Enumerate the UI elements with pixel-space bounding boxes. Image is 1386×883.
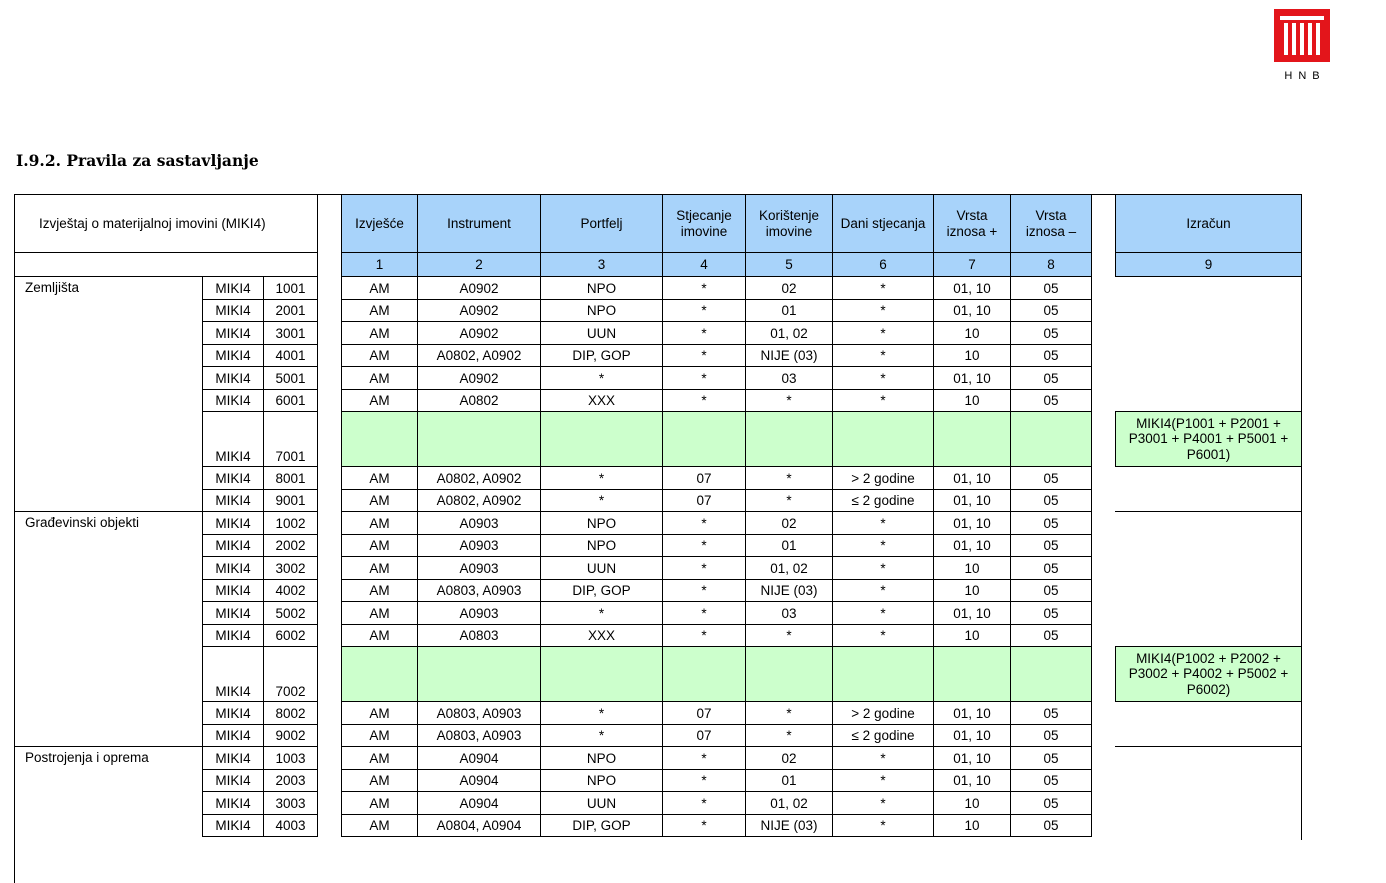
cell-1002-1: AM [341,511,418,535]
column-header-8: Vrsta iznosa – [1010,194,1092,253]
row-code-4003: 4003 [263,814,318,837]
cell-9002-6: ≤ 2 godine [832,724,934,747]
cell-6002-2: A0803 [417,624,541,647]
table-top-border [14,194,1302,195]
cell-9001-7: 01, 10 [933,489,1011,512]
row-form-2003: MIKI4 [202,769,264,792]
cell-6001-7: 10 [933,389,1011,412]
column-header-calc: Izračun [1115,194,1302,253]
row-code-9002: 9002 [263,724,318,747]
cell-2003-2: A0904 [417,769,541,792]
cell-8001-6: > 2 godine [832,466,934,490]
row-form-6002: MIKI4 [202,624,264,647]
cell-9002-3: * [540,724,663,747]
cell-5002-3: * [540,601,663,625]
cell-3001-6: * [832,321,934,345]
cell-9002-8: 05 [1010,724,1092,747]
cell-4001-6: * [832,344,934,367]
row-code-2002: 2002 [263,534,318,557]
cell-2003-1: AM [341,769,418,792]
cell-1003-5: 02 [745,746,833,770]
calc-fill-7001-5 [745,411,833,467]
row-code-8001: 8001 [263,466,318,490]
calc-fill-7002-4 [662,646,746,702]
cell-1001-8: 05 [1010,276,1092,300]
cell-1003-1: AM [341,746,418,770]
row-code-7002: 7002 [263,646,318,702]
cell-6002-5: * [745,624,833,647]
cell-1003-4: * [662,746,746,770]
cell-3002-5: 01, 02 [745,556,833,580]
cell-4003-1: AM [341,814,418,837]
calc-fill-7001-7 [933,411,1011,467]
row-form-7002: MIKI4 [202,646,264,702]
row-form-9002: MIKI4 [202,724,264,747]
cell-1001-5: 02 [745,276,833,300]
cell-3002-4: * [662,556,746,580]
row-code-7001: 7001 [263,411,318,467]
column-number-calc: 9 [1115,252,1302,277]
hnb-logo-text: HNB [1284,70,1326,82]
column-header-2: Instrument [417,194,541,253]
cell-1002-2: A0903 [417,511,541,535]
row-code-3002: 3002 [263,556,318,580]
cell-5002-5: 03 [745,601,833,625]
cell-9001-2: A0802, A0902 [417,489,541,512]
calc-group-separator-1 [1115,511,1302,512]
row-code-2003: 2003 [263,769,318,792]
cell-1002-3: NPO [540,511,663,535]
cell-8001-7: 01, 10 [933,466,1011,490]
row-form-5002: MIKI4 [202,601,264,625]
cell-8002-8: 05 [1010,701,1092,725]
cell-5001-3: * [540,366,663,390]
calc-fill-7002-8 [1010,646,1092,702]
cell-3002-2: A0903 [417,556,541,580]
cell-6001-6: * [832,389,934,412]
cell-6001-1: AM [341,389,418,412]
report-label-cell: Izvještaj o materijalnoj imovini (MIKI4) [14,194,318,253]
page-title: I.9.2. Pravila za sastavljanje [16,151,259,170]
calc-fill-7001-8 [1010,411,1092,467]
cell-3003-2: A0904 [417,791,541,815]
cell-2003-5: 01 [745,769,833,792]
cell-4002-2: A0803, A0903 [417,579,541,602]
cell-5001-2: A0902 [417,366,541,390]
column-header-6: Dani stjecanja [832,194,934,253]
cell-3003-6: * [832,791,934,815]
cell-8001-2: A0802, A0902 [417,466,541,490]
cell-3001-3: UUN [540,321,663,345]
cell-4001-1: AM [341,344,418,367]
cell-1002-4: * [662,511,746,535]
cell-9001-8: 05 [1010,489,1092,512]
cell-3003-5: 01, 02 [745,791,833,815]
column-header-1: Izvješće [341,194,418,253]
cell-8002-4: 07 [662,701,746,725]
cell-6002-7: 10 [933,624,1011,647]
cell-9002-7: 01, 10 [933,724,1011,747]
cell-2001-1: AM [341,299,418,322]
cell-3002-8: 05 [1010,556,1092,580]
cell-8001-4: 07 [662,466,746,490]
cell-2002-7: 01, 10 [933,534,1011,557]
cell-1002-6: * [832,511,934,535]
cell-6002-6: * [832,624,934,647]
calc-fill-7001-6 [832,411,934,467]
cell-6001-3: XXX [540,389,663,412]
row-code-1003: 1003 [263,746,318,770]
cell-8001-1: AM [341,466,418,490]
cell-9002-4: 07 [662,724,746,747]
cell-2003-6: * [832,769,934,792]
cell-5002-8: 05 [1010,601,1092,625]
cell-2001-4: * [662,299,746,322]
cell-4001-8: 05 [1010,344,1092,367]
cell-6001-4: * [662,389,746,412]
cell-8002-6: > 2 godine [832,701,934,725]
cell-3002-7: 10 [933,556,1011,580]
row-form-6001: MIKI4 [202,389,264,412]
cell-2001-5: 01 [745,299,833,322]
cell-9002-2: A0803, A0903 [417,724,541,747]
row-code-2001: 2001 [263,299,318,322]
cell-4001-7: 10 [933,344,1011,367]
cell-1002-7: 01, 10 [933,511,1011,535]
cell-5002-4: * [662,601,746,625]
cell-9002-5: * [745,724,833,747]
cell-9001-3: * [540,489,663,512]
cell-5002-2: A0903 [417,601,541,625]
cell-8002-2: A0803, A0903 [417,701,541,725]
row-code-4001: 4001 [263,344,318,367]
cell-5002-7: 01, 10 [933,601,1011,625]
cell-3001-1: AM [341,321,418,345]
cell-1003-6: * [832,746,934,770]
cell-1003-3: NPO [540,746,663,770]
cell-5001-6: * [832,366,934,390]
cell-4003-7: 10 [933,814,1011,837]
calc-column-right-border [1301,276,1302,840]
calc-fill-7001-2 [417,411,541,467]
cell-9002-1: AM [341,724,418,747]
row-form-1003: MIKI4 [202,746,264,770]
row-form-3001: MIKI4 [202,321,264,345]
cell-8001-5: * [745,466,833,490]
cell-5002-6: * [832,601,934,625]
row-form-5001: MIKI4 [202,366,264,390]
cell-3003-4: * [662,791,746,815]
row-form-1002: MIKI4 [202,511,264,535]
cell-8002-3: * [540,701,663,725]
calc-fill-7002-2 [417,646,541,702]
calc-fill-7001-1 [341,411,418,467]
cell-6001-2: A0802 [417,389,541,412]
group-label-3: Postrojenja i oprema [14,746,203,883]
cell-3003-3: UUN [540,791,663,815]
calc-column-top-border [1115,276,1302,277]
cell-6002-1: AM [341,624,418,647]
cell-4002-6: * [832,579,934,602]
table-left-border [14,194,15,873]
column-header-3: Portfelj [540,194,663,253]
cell-2003-4: * [662,769,746,792]
cell-5001-7: 01, 10 [933,366,1011,390]
row-form-4003: MIKI4 [202,814,264,837]
row-form-7001: MIKI4 [202,411,264,467]
calc-fill-7002-7 [933,646,1011,702]
row-form-1001: MIKI4 [202,276,264,300]
calc-formula-7002: MIKI4(P1002 + P2002 + P3002 + P4002 + P5002 + P6002) [1115,646,1302,702]
cell-4002-7: 10 [933,579,1011,602]
cell-2002-1: AM [341,534,418,557]
table-right-border [1301,194,1302,276]
cell-4001-4: * [662,344,746,367]
column-number-1: 1 [341,252,418,277]
cell-9001-4: 07 [662,489,746,512]
row-form-3003: MIKI4 [202,791,264,815]
cell-4002-1: AM [341,579,418,602]
calc-fill-7002-3 [540,646,663,702]
column-number-2: 2 [417,252,541,277]
column-number-8: 8 [1010,252,1092,277]
cell-3001-4: * [662,321,746,345]
cell-4001-3: DIP, GOP [540,344,663,367]
cell-1001-1: AM [341,276,418,300]
cell-1001-4: * [662,276,746,300]
column-number-6: 6 [832,252,934,277]
cell-1002-5: 02 [745,511,833,535]
cell-3001-5: 01, 02 [745,321,833,345]
cell-5002-1: AM [341,601,418,625]
cell-3003-8: 05 [1010,791,1092,815]
row-code-6002: 6002 [263,624,318,647]
column-number-3: 3 [540,252,663,277]
cell-4002-8: 05 [1010,579,1092,602]
cell-1002-8: 05 [1010,511,1092,535]
cell-3002-6: * [832,556,934,580]
calc-group-separator-2 [1115,746,1302,747]
cell-8002-1: AM [341,701,418,725]
column-header-4: Stjecanje imovine [662,194,746,253]
column-number-7: 7 [933,252,1011,277]
header-spacer-cell [14,252,318,277]
row-code-3003: 3003 [263,791,318,815]
cell-2002-3: NPO [540,534,663,557]
row-code-1001: 1001 [263,276,318,300]
cell-6002-4: * [662,624,746,647]
cell-2002-5: 01 [745,534,833,557]
cell-4002-3: DIP, GOP [540,579,663,602]
cell-9001-5: * [745,489,833,512]
calc-fill-7001-4 [662,411,746,467]
row-code-6001: 6001 [263,389,318,412]
cell-3002-3: UUN [540,556,663,580]
row-form-4002: MIKI4 [202,579,264,602]
column-number-4: 4 [662,252,746,277]
cell-3001-8: 05 [1010,321,1092,345]
cell-2001-3: NPO [540,299,663,322]
cell-2003-3: NPO [540,769,663,792]
row-form-3002: MIKI4 [202,556,264,580]
cell-4001-2: A0802, A0902 [417,344,541,367]
cell-2001-7: 01, 10 [933,299,1011,322]
cell-9001-1: AM [341,489,418,512]
row-form-8002: MIKI4 [202,701,264,725]
column-header-7: Vrsta iznosa + [933,194,1011,253]
row-code-5001: 5001 [263,366,318,390]
row-code-8002: 8002 [263,701,318,725]
row-code-4002: 4002 [263,579,318,602]
calc-fill-7002-6 [832,646,934,702]
cell-4003-3: DIP, GOP [540,814,663,837]
cell-8002-7: 01, 10 [933,701,1011,725]
row-form-9001: MIKI4 [202,489,264,512]
row-form-4001: MIKI4 [202,344,264,367]
cell-4003-4: * [662,814,746,837]
cell-4003-5: NIJE (03) [745,814,833,837]
cell-3001-7: 10 [933,321,1011,345]
cell-5001-5: 03 [745,366,833,390]
cell-2001-2: A0902 [417,299,541,322]
group-label-1: Zemljišta [14,276,203,512]
calc-formula-7001: MIKI4(P1001 + P2001 + P3001 + P4001 + P5001 + P6001) [1115,411,1302,467]
calc-fill-7001-3 [540,411,663,467]
cell-5001-4: * [662,366,746,390]
cell-2002-4: * [662,534,746,557]
cell-3003-7: 10 [933,791,1011,815]
cell-4002-5: NIJE (03) [745,579,833,602]
cell-2002-6: * [832,534,934,557]
cell-1003-2: A0904 [417,746,541,770]
row-code-5002: 5002 [263,601,318,625]
cell-2001-6: * [832,299,934,322]
cell-1001-3: NPO [540,276,663,300]
cell-6001-8: 05 [1010,389,1092,412]
cell-6001-5: * [745,389,833,412]
cell-1003-7: 01, 10 [933,746,1011,770]
cell-4003-6: * [832,814,934,837]
calc-fill-7002-1 [341,646,418,702]
cell-2003-8: 05 [1010,769,1092,792]
cell-1001-7: 01, 10 [933,276,1011,300]
column-number-5: 5 [745,252,833,277]
cell-5001-8: 05 [1010,366,1092,390]
row-code-9001: 9001 [263,489,318,512]
cell-8001-8: 05 [1010,466,1092,490]
cell-1001-6: * [832,276,934,300]
cell-2002-8: 05 [1010,534,1092,557]
group-label-2: Građevinski objekti [14,511,203,747]
cell-3001-2: A0902 [417,321,541,345]
row-form-2001: MIKI4 [202,299,264,322]
cell-1001-2: A0902 [417,276,541,300]
cell-2003-7: 01, 10 [933,769,1011,792]
cell-1003-8: 05 [1010,746,1092,770]
cell-4003-2: A0804, A0904 [417,814,541,837]
cell-2002-2: A0903 [417,534,541,557]
cell-5001-1: AM [341,366,418,390]
cell-8001-3: * [540,466,663,490]
cell-3002-1: AM [341,556,418,580]
cell-9001-6: ≤ 2 godine [832,489,934,512]
column-header-5: Korištenje imovine [745,194,833,253]
cell-6002-3: XXX [540,624,663,647]
row-form-2002: MIKI4 [202,534,264,557]
cell-2001-8: 05 [1010,299,1092,322]
cell-8002-5: * [745,701,833,725]
row-code-3001: 3001 [263,321,318,345]
calc-fill-7002-5 [745,646,833,702]
row-form-8001: MIKI4 [202,466,264,490]
cell-4003-8: 05 [1010,814,1092,837]
cell-4001-5: NIJE (03) [745,344,833,367]
cell-6002-8: 05 [1010,624,1092,647]
row-code-1002: 1002 [263,511,318,535]
cell-4002-4: * [662,579,746,602]
cell-3003-1: AM [341,791,418,815]
